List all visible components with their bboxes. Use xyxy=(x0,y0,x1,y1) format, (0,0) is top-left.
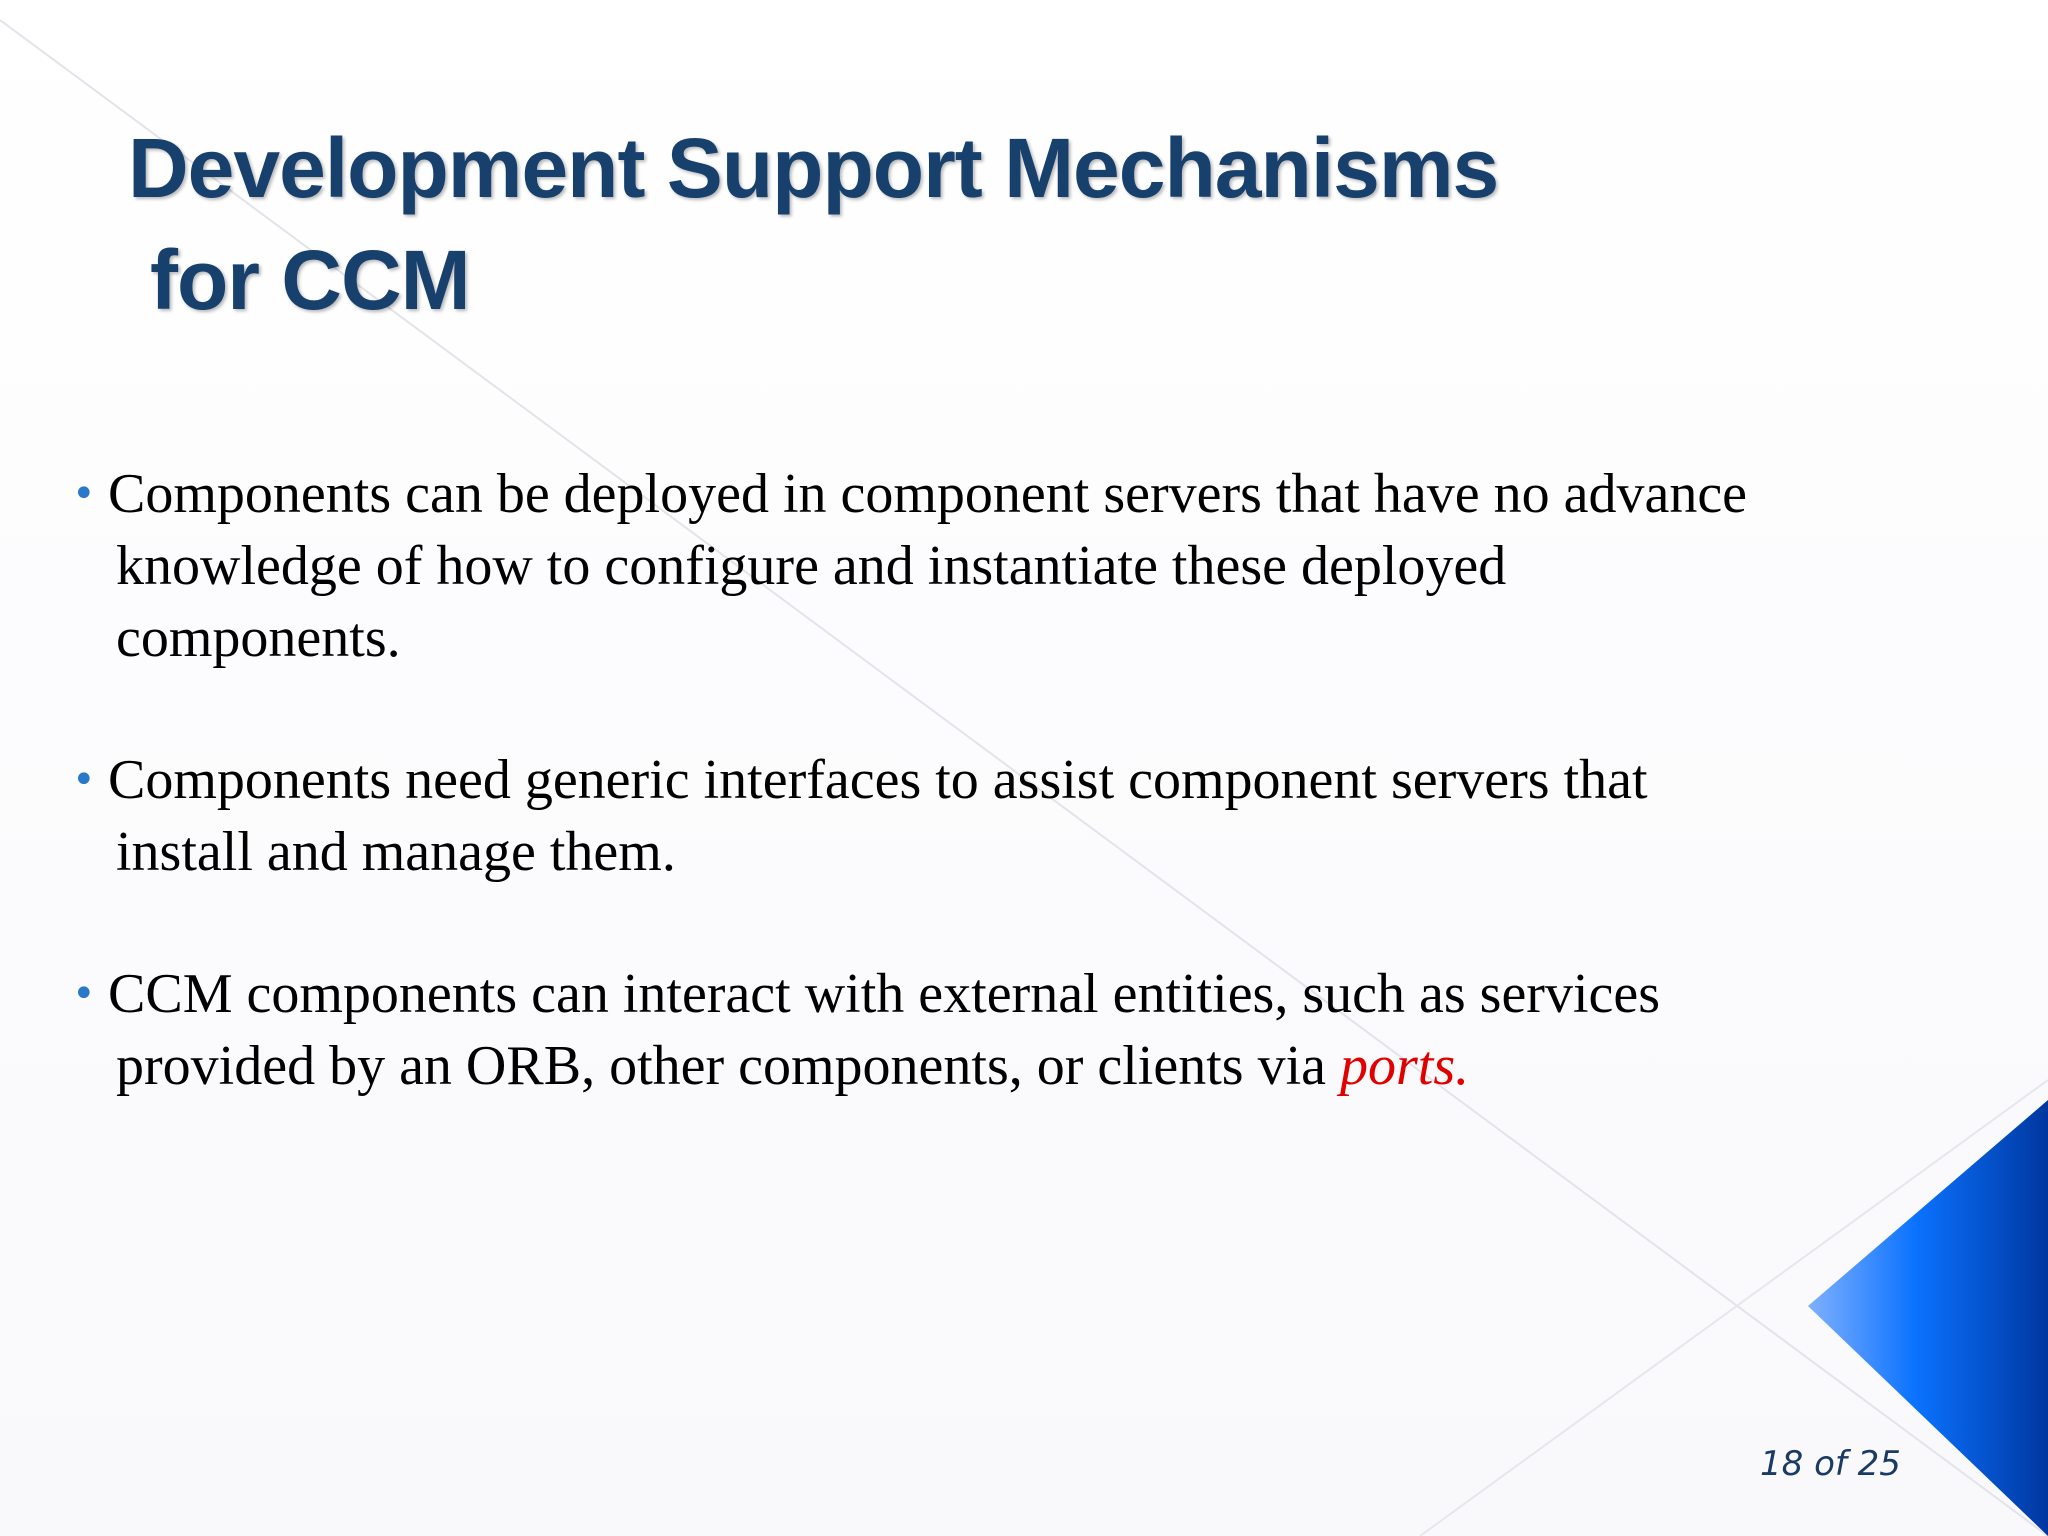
bullet-line: components. xyxy=(116,607,401,669)
bullet-item-2 xyxy=(70,744,1990,888)
bullet-text xyxy=(108,458,1990,674)
bullet-item-3 xyxy=(70,958,1990,1102)
slide-title-line-1: Development Support Mechanisms xyxy=(128,121,1499,215)
bullet-list xyxy=(70,458,1990,1102)
bullet-text xyxy=(108,958,1990,1102)
bullet-line: install and manage them. xyxy=(116,821,676,883)
page-number: 18 of 25 xyxy=(1760,1444,1901,1484)
bullet-marker: • xyxy=(72,757,96,803)
slide-title xyxy=(128,112,1498,336)
bullet-marker: • xyxy=(72,471,96,517)
bullet-line: Components can be deployed in component servers that have no advance xyxy=(108,463,1748,525)
ports-highlight: ports. xyxy=(1340,1035,1470,1097)
bullet-line: knowledge of how to configure and instantiate these deployed xyxy=(116,535,1507,597)
bullet-line xyxy=(108,1030,1990,1102)
bullet-line-text: provided by an ORB, other components, or clients via xyxy=(116,1035,1326,1097)
bullet-text xyxy=(108,744,1990,888)
slide-title-line-2: for CCM xyxy=(150,233,470,327)
bullet-line: CCM components can interact with external entities, such as services xyxy=(108,963,1661,1025)
bullet-marker: • xyxy=(72,971,96,1017)
bullet-item-1 xyxy=(70,458,1990,674)
bullet-line: Components need generic interfaces to assist component servers that xyxy=(108,749,1648,811)
